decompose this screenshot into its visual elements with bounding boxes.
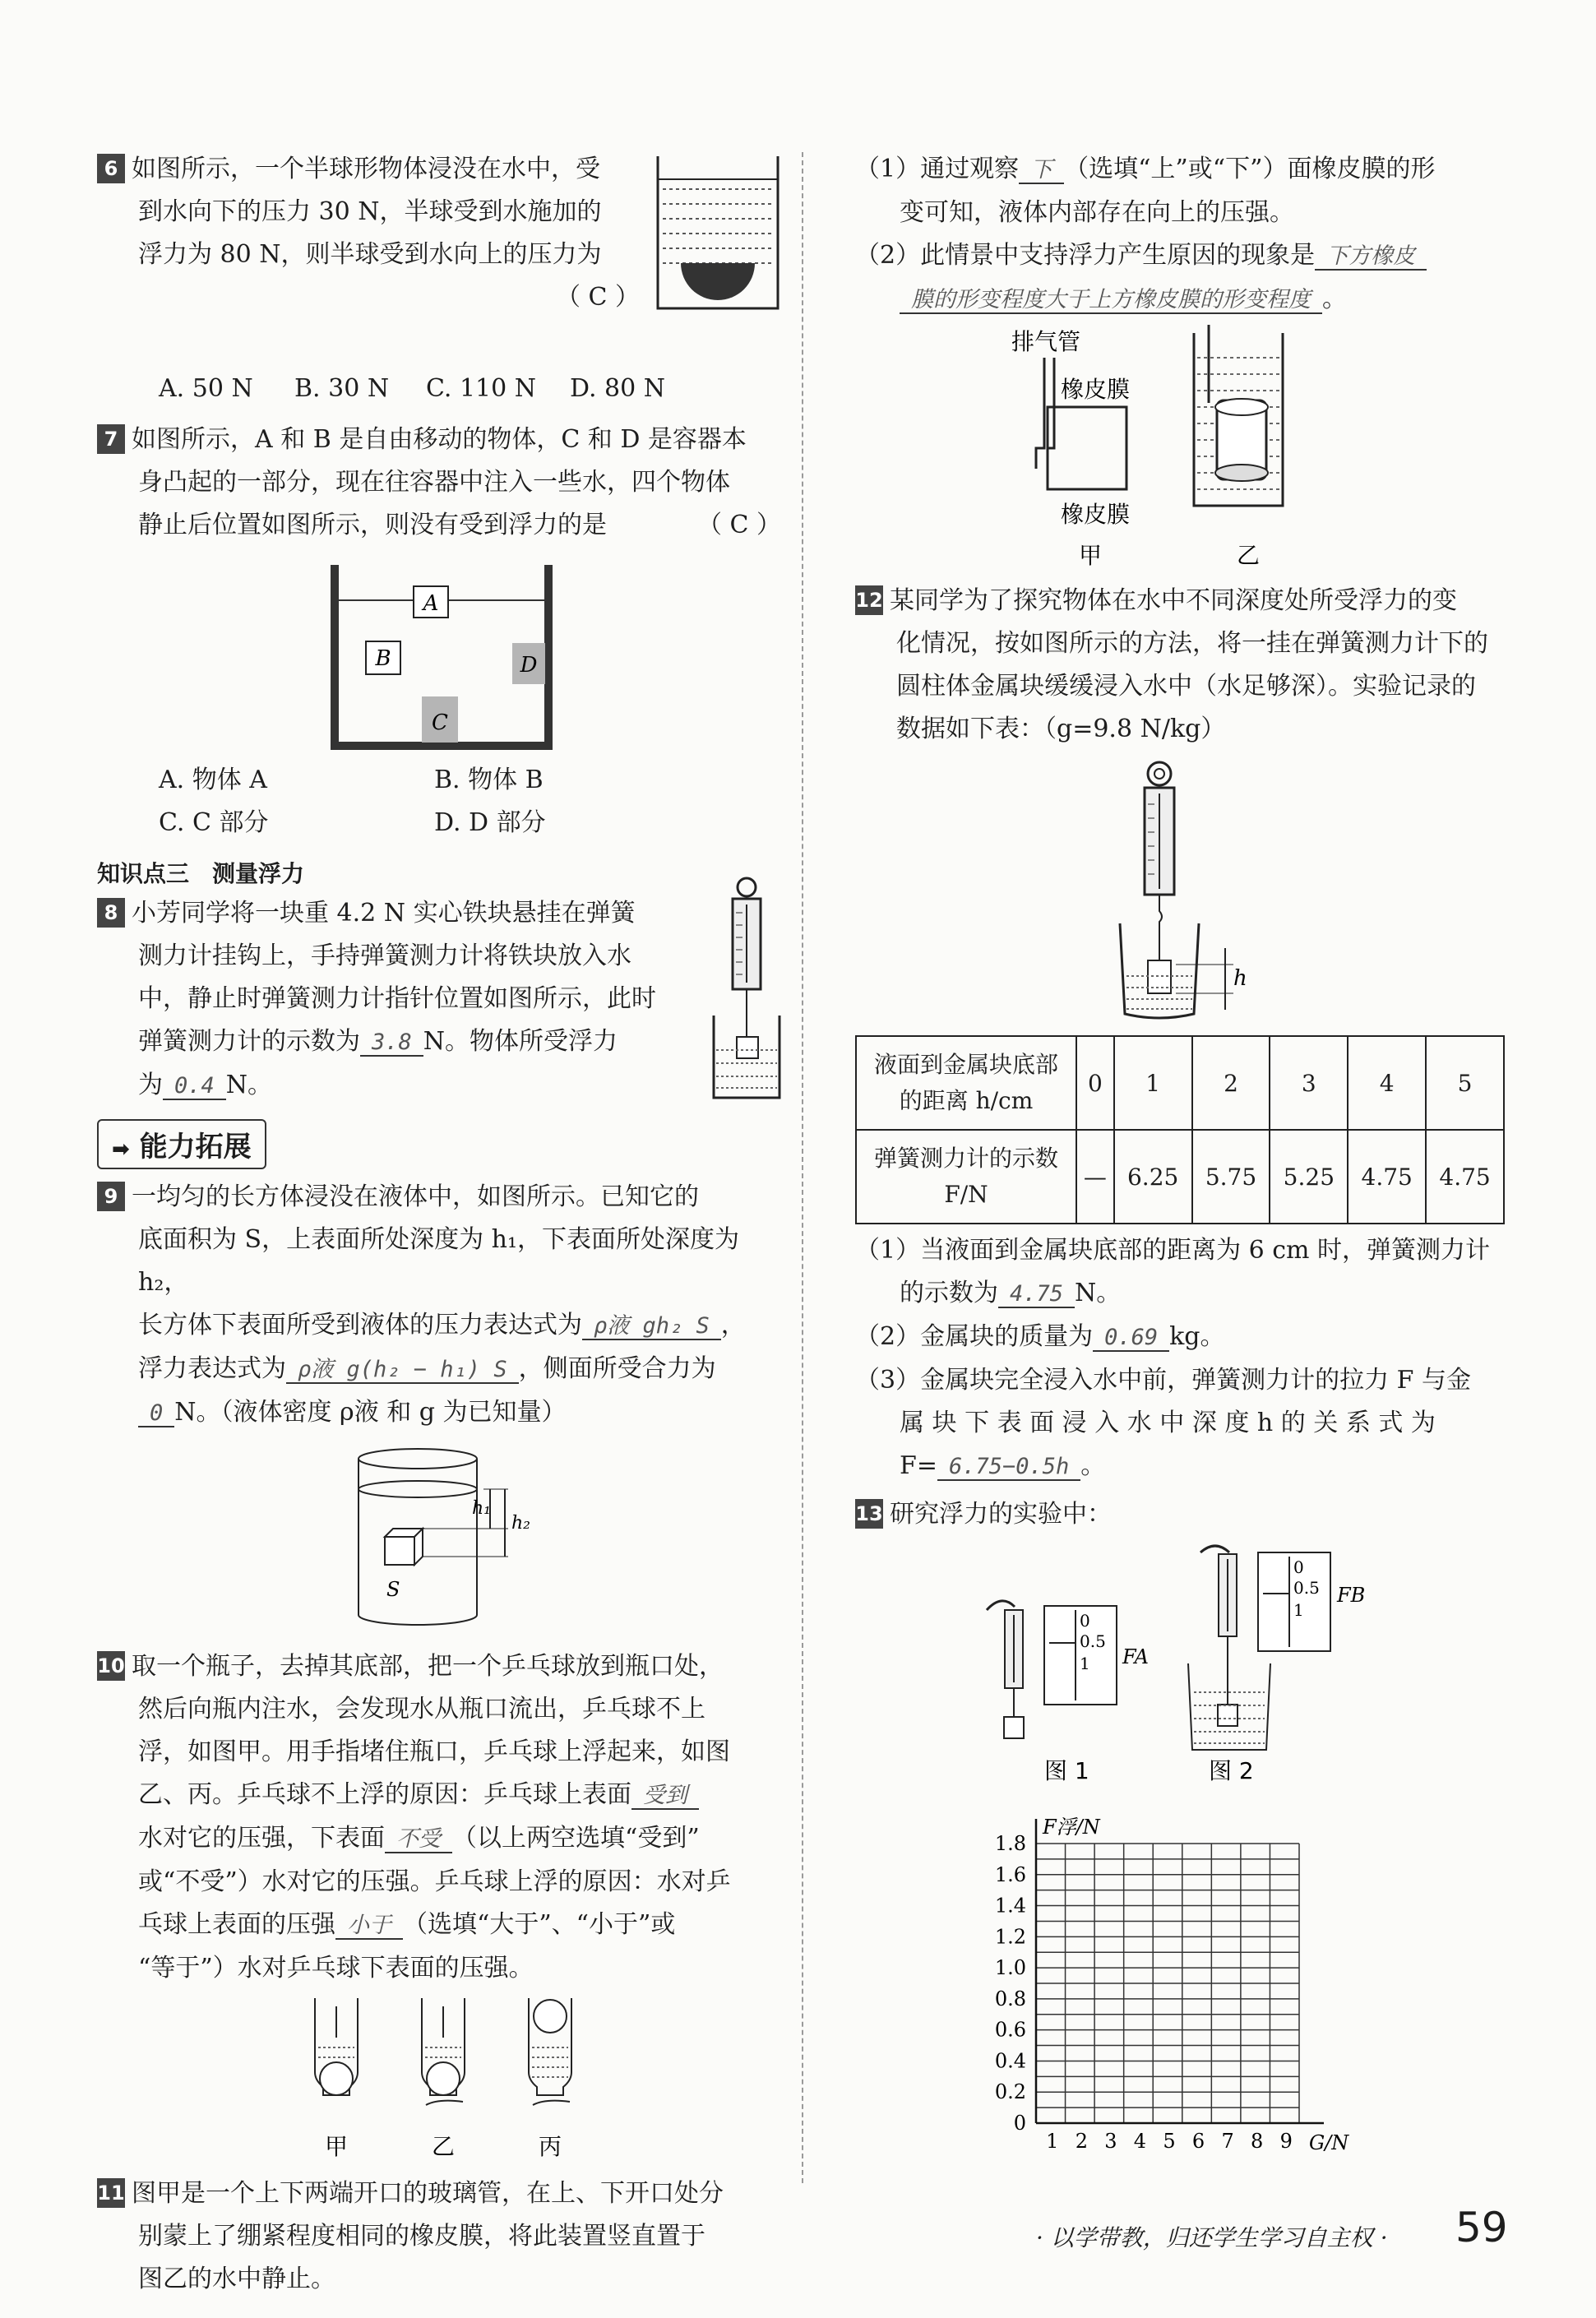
x-tick-label: 7 (1221, 2130, 1234, 2153)
label-jia: 甲 (1079, 542, 1103, 569)
choice-c[interactable]: C. 110 N (426, 374, 537, 403)
column-divider (802, 152, 803, 2183)
label-s: S (386, 1578, 400, 1601)
label-fig2: 图 2 (1209, 1757, 1254, 1784)
choice-c[interactable]: C. C 部分 (159, 808, 269, 837)
hemisphere-figure (656, 156, 779, 312)
label-b: B (375, 646, 391, 671)
table-header-cell: 弹簧测力计的示数 F/N (856, 1130, 1076, 1224)
answer-blank[interactable]: 0 (138, 1400, 174, 1427)
label-yi: 乙 (431, 2133, 456, 2160)
answer-blank[interactable]: 下 (1019, 157, 1064, 184)
y-tick-label: 1.0 (994, 1956, 1026, 1980)
x-axis-label: G/N (1309, 2131, 1349, 2154)
label-c: C (432, 710, 448, 735)
cuboid-figure (352, 1446, 549, 1636)
ability-heading: ➡ 能力拓展 (97, 1119, 266, 1169)
page-number: 59 (1455, 2204, 1508, 2251)
label-a: A (423, 591, 439, 616)
question-11: 11 图甲是一个上下两端开口的玻璃管，在上、下开口处分 别蒙上了绷紧程度相同的橡皮膜，将此装置竖直置于 图乙的水中静止。 (97, 2179, 724, 2293)
x-tick-label: 3 (1104, 2130, 1117, 2153)
x-tick-label: 1 (1046, 2130, 1059, 2153)
answer-blank[interactable]: 小于 (335, 1913, 403, 1940)
table-cell: 5.75 (1192, 1130, 1270, 1224)
answer-blank[interactable]: 膜的形变程度大于上方橡皮膜的形变程度 (900, 287, 1322, 314)
footer-motto: · 以学带教，归还学生学习自主权 · (1036, 2224, 1388, 2251)
label-jia: 甲 (324, 2133, 349, 2160)
question-number: 7 (97, 424, 125, 454)
answer-blank[interactable]: 下方橡皮 (1315, 243, 1427, 271)
answer-blank[interactable]: 0.4 (163, 1073, 226, 1100)
question-number: 8 (97, 898, 125, 928)
table-cell: 4.75 (1426, 1130, 1504, 1224)
answer-blank[interactable]: 6.75−0.5h (937, 1454, 1080, 1481)
choice-b[interactable]: B. 30 N (294, 374, 390, 403)
q13-figures (978, 1544, 1406, 1807)
table-header-cell: 液面到金属块底部的距离 h/cm (856, 1036, 1076, 1130)
label-h2: h₂ (511, 1513, 530, 1534)
answer-blank[interactable]: ρ液 gh₂ S (582, 1313, 721, 1340)
y-tick-label: 1.6 (994, 1862, 1026, 1886)
data-table (855, 1035, 1505, 1224)
label-d: D (520, 653, 538, 678)
scale-1: 1 (1080, 1654, 1090, 1673)
choice-a[interactable]: A. 物体 A (159, 766, 267, 794)
x-tick-label: 2 (1075, 2130, 1088, 2153)
label-fig1: 图 1 (1044, 1757, 1089, 1784)
choice-b[interactable]: B. 物体 B (434, 766, 544, 794)
answer-blank[interactable]: 3.8 (360, 1029, 423, 1057)
table-cell: 2 (1192, 1036, 1270, 1130)
question-12: 12 某同学为了探究物体在水中不同深度处所受浮力的变 化情况，按如图所示的方法，将一挂在弹簧测力计下的 圆柱体金属块缓缓浸入水中（水足够深）。实验记录的 数据如下表：（g=9.8 N/kg） h 液面到金属块底部的距离 h/cm 0 1 2 3 4 5 弹簧测力计的示数 F/N — 6.25 5.75 5.25 4.75 4.75 （1）当液面到金属块底部的距离为 6 cm 时，弹簧测力计 的示数为 4.75 N。 （2）金属块的质量为 0.69 kg。 （3）金属块完全浸入水中前，弹簧测力计的拉力 F 与金 属 块 下 表 面 浸 入 水 中 深 度 h 的 关 系 式 为 F= 6.75−0.5h 。 (855, 580, 1513, 1488)
question-6: 6 如图所示，一个半球形物体浸没在水中，受 到水向下的压力 30 N，半球受到水施加的 浮力为 80 N，则半球受到水向上的压力为 （ C ） (97, 148, 781, 374)
x-tick-label: 8 (1251, 2130, 1264, 2153)
label-h1: h₁ (472, 1498, 491, 1519)
table-cell: 6.25 (1114, 1130, 1192, 1224)
q6-choices (97, 374, 781, 419)
question-7: 7 如图所示，A 和 B 是自由移动的物体，C 和 D 是容器本 身凸起的一部分，现在往容器中注入一些水，四个物体 静止后位置如图所示，则没有受到浮力的是 （ C ） A B C D A. 物体 A B. 物体 B C. C 部分 D. D 部分 (97, 419, 781, 849)
answer-blank[interactable]: 0.69 (1093, 1325, 1169, 1352)
table-cell: 3 (1270, 1036, 1348, 1130)
answer-blank[interactable]: 4.75 (998, 1281, 1075, 1308)
question-11-continued: （1）通过观察 下 （选填“上”或“下”）面橡皮膜的形 变可知，液体内部存在向上的压强。 （2）此情景中支持浮力产生原因的现象是 下方橡皮 膜的形变程度大于上方橡皮膜的形变程度 。 排气管 橡皮膜 橡皮膜 甲 乙 (855, 148, 1513, 571)
scale-1: 1 (1293, 1600, 1304, 1620)
y-tick-label: 0 (1013, 2112, 1026, 2135)
label-membrane-bottom: 橡皮膜 (1061, 501, 1131, 528)
question-number: 12 (855, 585, 883, 615)
question-13: 13 研究浮力的实验中： 0 0.5 1 FA 图 1 0 0.5 1 FB 图 2 0 0.2 0.4 0.6 0.8 1.0 1.2 1.4 1.6 1.8 1 2 3 4 5 6 7 8 9 G/N F浮/N (855, 1493, 1513, 2156)
scale-0: 0 (1293, 1557, 1304, 1577)
question-9: 9 一均匀的长方体浸没在液体中，如图所示。已知它的 底面积为 S，上表面所处深度为 h₁，下表面所处深度为 h₂， 长方体下表面所受到液体的压力表达式为 ρ液 gh₂ S ， 浮力表达式为 ρ液 g(h₂ − h₁) S ，侧面所受合力为 0 N。（液体密度 ρ液 和 g 为已知量） h₁ h₂ S (97, 1176, 781, 1636)
y-tick-label: 0.8 (994, 1987, 1026, 2010)
choice-d[interactable]: D. 80 N (570, 374, 666, 403)
y-tick-label: 0.6 (994, 2018, 1026, 2042)
question-number: 11 (97, 2178, 125, 2208)
label-fb: FB (1337, 1584, 1366, 1607)
spring-scale-figure (710, 876, 784, 1106)
x-tick-label: 9 (1279, 2130, 1293, 2153)
choice-d[interactable]: D. D 部分 (434, 808, 546, 837)
label-membrane-top: 橡皮膜 (1061, 376, 1131, 403)
tube-figure (1011, 325, 1307, 571)
question-8: 8 小芳同学将一块重 4.2 N 实心铁块悬挂在弹簧 测力计挂钩上，手持弹簧测力计将铁块放入水 中，静止时弹簧测力计指针位置如图所示，此时 弹簧测力计的示数为 3.8 N。物体所受浮力 为 0.4 N。 (97, 892, 781, 1108)
question-number: 6 (97, 154, 125, 183)
y-tick-label: 1.8 (994, 1832, 1026, 1855)
table-cell: 5.25 (1270, 1130, 1348, 1224)
y-tick-label: 0.4 (994, 2049, 1026, 2073)
spring-scale-beaker-figure (1110, 759, 1274, 1030)
label-h: h (1233, 966, 1247, 991)
buoyancy-grid-chart (978, 1811, 1349, 2156)
table-cell: — (1076, 1130, 1114, 1224)
choice-a[interactable]: A. 50 N (159, 374, 253, 403)
y-tick-label: 1.2 (994, 1925, 1026, 1949)
y-tick-label: 0.2 (994, 2080, 1026, 2104)
scale-0: 0 (1080, 1611, 1090, 1631)
question-number: 13 (855, 1499, 883, 1529)
answer-blank[interactable]: 不受 (385, 1826, 452, 1853)
x-tick-label: 4 (1133, 2130, 1147, 2153)
table-cell: 1 (1114, 1036, 1192, 1130)
question-number: 9 (97, 1182, 125, 1211)
label-yi: 乙 (1237, 542, 1261, 569)
table-cell: 4.75 (1348, 1130, 1426, 1224)
section-title: 知识点三 测量浮力 (97, 860, 305, 887)
scale-0.5: 0.5 (1080, 1631, 1106, 1651)
question-number: 10 (97, 1651, 125, 1681)
question-10: 10 取一个瓶子，去掉其底部，把一个乒乓球放到瓶口处， 然后向瓶内注水，会发现水从瓶口流出，乒乓球不上 浮，如图甲。用手指堵住瓶口，乒乓球上浮起来，如图 乙、丙。乒乓球不上浮的原因：乒乓球上表面 受到 水对它的压强，下表面 不受 （以上两空选填“受到” 或“不受”）水对它的压强。乒乓球上浮的原因：水对乒 乓球上表面的压强 小于 （选填“大于”、“小于”或 “等于”）水对乒乓球下表面的压强。 甲 乙 丙 (97, 1645, 781, 2163)
table-row (856, 1130, 1504, 1224)
table-cell: 4 (1348, 1036, 1426, 1130)
scale-0.5: 0.5 (1293, 1578, 1320, 1598)
left-column (97, 148, 781, 2301)
label-bing: 丙 (538, 2133, 562, 2160)
bottle-figure (298, 1998, 578, 2163)
table-row (856, 1036, 1504, 1130)
x-tick-label: 6 (1191, 2130, 1205, 2153)
table-cell: 5 (1426, 1036, 1504, 1130)
y-axis-label: F浮/N (1043, 1816, 1100, 1839)
label-exhaust-pipe: 排气管 (1011, 328, 1081, 355)
container-figure (331, 565, 553, 752)
answer-blank[interactable]: 受到 (631, 1783, 699, 1810)
label-fa: FA (1122, 1645, 1149, 1668)
x-tick-label: 5 (1163, 2130, 1176, 2153)
answer-blank[interactable]: ρ液 g(h₂ − h₁) S (286, 1357, 519, 1384)
right-column (855, 148, 1513, 2156)
y-tick-label: 1.4 (994, 1894, 1026, 1918)
table-cell: 0 (1076, 1036, 1114, 1130)
